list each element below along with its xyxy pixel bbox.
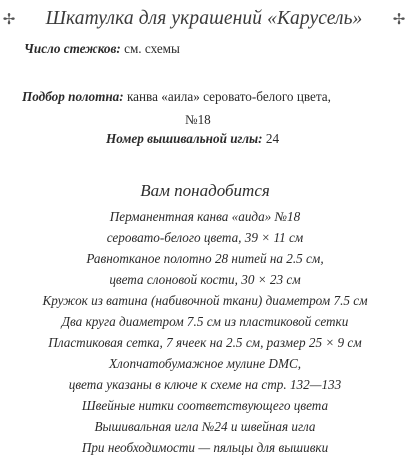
page-title: Шкатулка для украшений «Карусель» [45,8,363,29]
materials-item: Перманентная канва «аида» №18 [109,209,301,224]
materials-item: Кружок из ватина (набивочной ткани) диаметром 7.5 см [42,293,368,308]
materials-list [0,206,410,458]
needle-line [106,131,279,147]
fabric-line [22,89,331,105]
materials-item: Хлопчатобумажное мулине DMC, [108,356,302,371]
needle-label: Номер вышивальной иглы: [106,131,263,146]
materials-item: цвета слоновой кости, 30 × 23 см [109,272,301,287]
materials-item: Вышивальная игла №24 и швейная игла [94,419,316,434]
star-ornament-icon: ✢ [392,9,406,28]
stitch-count-line [24,41,180,57]
materials-item: Швейные нитки соответствующего цвета [81,398,329,413]
needle-value: 24 [265,131,280,146]
stitch-count-label: Число стежков: [24,41,121,56]
fabric-value: канва «аила» серовато-белого цвета, [126,89,331,104]
materials-item: Пластиковая сетка, 7 ячеек на 2.5 см, размер 25 × 9 см [48,335,362,350]
fabric-line-2 [185,112,211,128]
fabric-value-number: №18 [185,112,211,127]
fabric-label: Подбор полотна: [22,89,124,104]
materials-item: Равнотканое полотно 28 нитей на 2.5 см, [86,251,324,266]
materials-item: серовато-белого цвета, 39 × 11 см [106,230,304,245]
title-row [2,6,406,32]
stitch-count-value: см. схемы [124,41,180,56]
materials-heading: Вам понадобится [140,181,270,200]
materials-item: Два круга диаметром 7.5 см из пластиковой сетки [61,314,349,329]
materials-item: При необходимости — пяльцы для вышивки [81,440,329,455]
materials-item: цвета указаны в ключе к схеме на стр. 132—133 [68,377,342,392]
star-ornament-icon: ✢ [2,9,16,28]
